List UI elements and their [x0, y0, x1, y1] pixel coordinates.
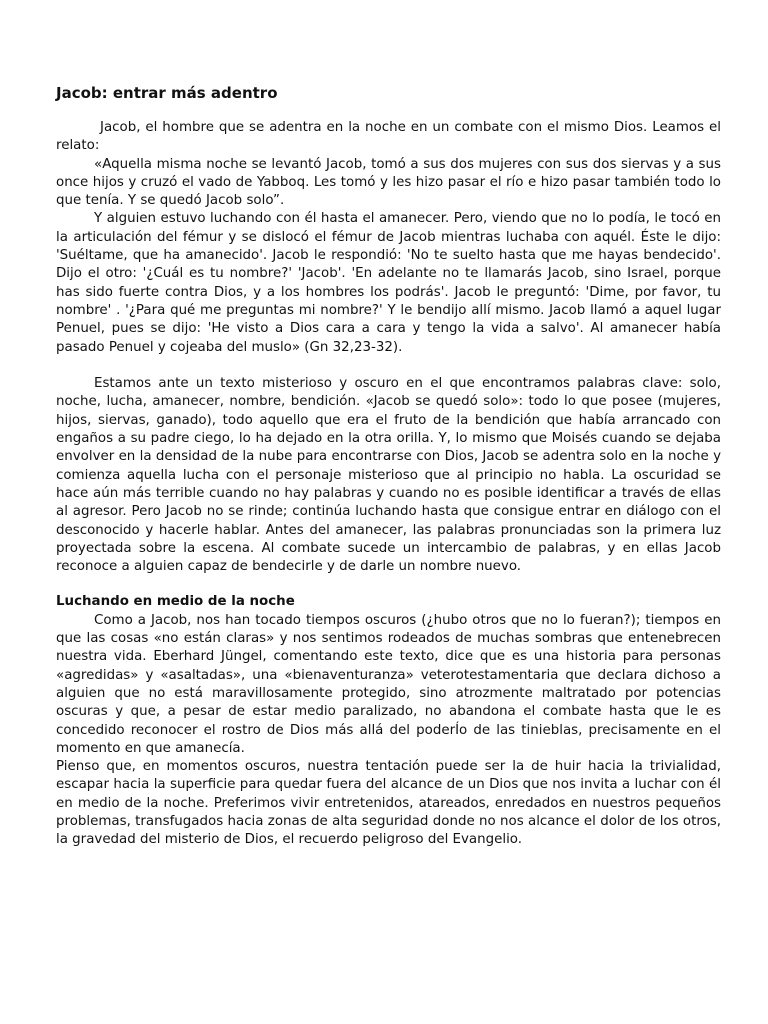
section-heading: Luchando en medio de la noche [56, 594, 295, 610]
document-page [56, 80, 721, 850]
paragraph-quote-start: «Aquella misma noche se levantó Jacob, tomó a sus dos mujeres con sus dos siervas y a sus once hijos y cruzó el vado de Yabboq. Les tomó y les hizo pasar el río e hizo pasar también todo lo que tenía. Y se quedó Jacob solo”. [56, 156, 721, 209]
document-title: Jacob: entrar más adentro [56, 84, 278, 102]
paragraph-spacer [56, 357, 721, 375]
paragraph-spacer [56, 576, 721, 593]
paragraph-quote-continued: Y alguien estuvo luchando con él hasta el amanecer. Pero, viendo que no lo podía, le tocó en la articulación del fémur y se dislocó el fémur de Jacob mientras luchaba con aquél. Éste le dijo: 'Suéltame, que ha amanecido'. Jacob le respondió: 'No te suelto hasta que me hayas bendecido'. Dijo el otro: '¿Cuál es tu nombre?' 'Jacob'. 'En adelante no te llamarás Jacob, sino Israel, porque has sido fuerte contra Dios, y a los hombres los podrás'. Jacob le preguntó: 'Dime, por favor, tu nombre' . '¿Para qué me preguntas mi nombre?' Y le bendijo allí mismo. Jacob llamó a aquel lugar Penuel, pues se dijo: 'He visto a Dios cara a cara y tengo la vida a salvo'. Al amanecer había pasado Penuel y cojeaba del muslo» (Gn 32,23-32). [56, 211, 721, 355]
paragraph-intro: Jacob, el hombre que se adentra en la noche en un combate con el mismo Dios. Leamos el relato: [56, 120, 721, 154]
paragraph-analysis: Estamos ante un texto misterioso y oscuro en el que encontramos palabras clave: solo, noche, lucha, amanecer, nombre, bendición. «Jacob se quedó solo»: todo lo que posee (mujeres, hijos, siervas, ganado), todo aquello que era el fruto de la bendición que había arrancado con engaños a su padre ciego, lo ha dejado en la otra orilla. Y, lo mismo que Moisés cuando se dejaba envolver en la densidad de la nube para encontrarse con Dios, Jacob se adentra solo en la noche y comienza aquella lucha con el personaje misterioso que al principio no habla. La oscuridad se hace aún más terrible cuando no hay palabras y cuando no es posible identificar a través de ellas al agresor. Pero Jacob no se rinde; continúa luchando hasta que consigue entrar en diálogo con el desconocido y hacerle hablar. Antes del amanecer, las palabras pronunciadas son la primera luz proyectada sobre la escena. Al combate sucede un intercambio de palabras, y en ellas Jacob reconoce a alguien capaz de bendecirle y de darle un nombre nuevo. [56, 376, 721, 575]
paragraph-dark-times: Como a Jacob, nos han tocado tiempos oscuros (¿hubo otros que no lo fueran?); tiempos en que las cosas «no están claras» y nos sentimos rodeados de muchas sombras que entenebrecen nuestra vida. Eberhard Jüngel, comentando este texto, dice que es una historia para personas «agredidas» y «asaltadas», una «bienaventuranza» veterotestamentaria que declara dichoso a alguien que no está maravillosamente protegido, sino atrozmente maltratado por potencias oscuras y que, a pesar de estar medio paralizado, no abandona el combate hasta que le es concedido reconocer el rostro de Dios más allá del poderÍo de las tinieblas, precisamente en el momento en que amanecía. [56, 612, 721, 756]
paragraph-temptation: Pienso que, en momentos oscuros, nuestra tentación puede ser la de huir hacia la trivialidad, escapar hacia la superficie para quedar fuera del alcance de un Dios que nos invita a luchar con él en medio de la noche. Preferimos vivir entretenidos, atareados, enredados en nuestros pequeños problemas, transfugados hacia zonas de alta seguridad donde no nos alcance el dolor de los otros, la gravedad del misterio de Dios, el recuerdo peligroso del Evangelio. [56, 759, 721, 848]
